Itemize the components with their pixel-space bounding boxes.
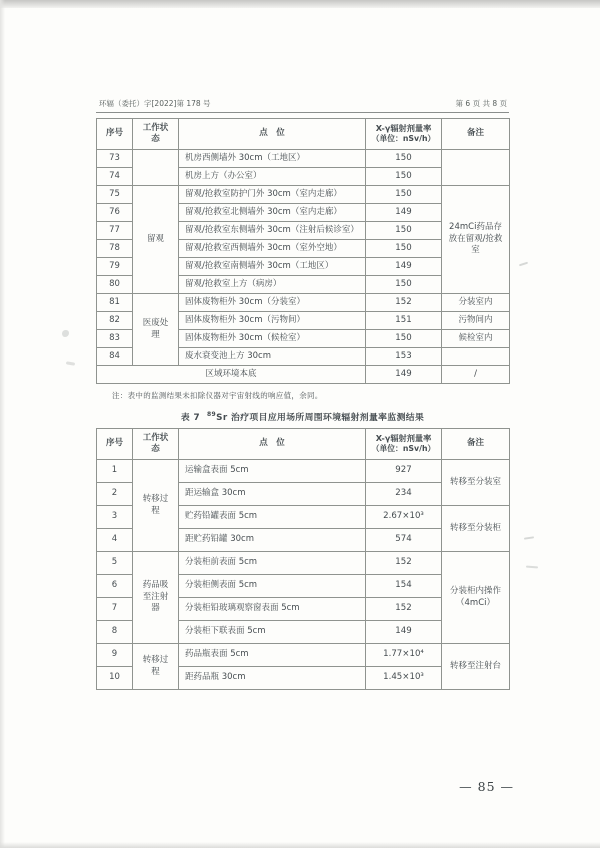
scan-artifact (66, 361, 75, 366)
dose-rate-label: X-γ辐射剂量率 (375, 123, 432, 134)
work-state-cell: 转移过程 (133, 644, 179, 690)
location-cell: 距药品瓶 30cm (179, 667, 366, 690)
row-index-cell: 1 (97, 460, 133, 483)
row-index-cell: 5 (97, 552, 133, 575)
table7-sr89-results (96, 428, 510, 690)
col-header-remark: 备注 (442, 429, 510, 460)
location-cell: 机房上方（办公室） (179, 168, 366, 186)
location-cell: 留观/抢救室北侧墙外 30cm（室内走廊） (179, 204, 366, 222)
row-index-cell: 9 (97, 644, 133, 667)
location-cell: 药品瓶表面 5cm (179, 644, 366, 667)
table-row (97, 644, 510, 667)
dose-rate-unit: （单位：nSv/h） (371, 444, 436, 454)
row-index-cell: 4 (97, 529, 133, 552)
work-state-cell: 转移过程 (133, 460, 179, 552)
document-header (96, 98, 509, 113)
table-row (97, 460, 510, 483)
doc-number: 环辐（委托）字[2022]第 178 号 (99, 99, 211, 108)
background-label-cell: 区域环境本底 (97, 366, 366, 384)
location-cell: 固体废物柜外 30cm（分装室） (179, 294, 366, 312)
page-number: — 85 — (459, 779, 514, 794)
scan-artifact (62, 330, 69, 337)
location-cell: 贮药铅罐表面 5cm (179, 506, 366, 529)
dose-rate-cell: 151 (366, 312, 442, 330)
remark-cell: 污物间内 (442, 312, 510, 330)
remark-cell: 24mCi药品存放在留观/抢救室 (442, 186, 510, 294)
dose-rate-cell: 574 (366, 529, 442, 552)
table7-header-row (97, 429, 510, 460)
location-cell: 分装柜侧表面 5cm (179, 575, 366, 598)
scan-artifact (519, 262, 528, 267)
col-header-remark: 备注 (442, 119, 510, 150)
location-cell: 留观/抢救室南侧墙外 30cm（工地区） (179, 258, 366, 276)
row-index-cell: 79 (97, 258, 133, 276)
table7-title-text: Sr 治疗项目应用场所周围环境辐射剂量率监测结果 (216, 413, 425, 423)
table7-body (97, 429, 510, 690)
location-cell: 分装柜下联表面 5cm (179, 621, 366, 644)
dose-rate-cell: 153 (366, 348, 442, 366)
table-note: 注：表中的监测结果未扣除仪器对宇宙射线的响应值，余同。 (112, 391, 323, 400)
table7-title-prefix: 表 7 (180, 413, 200, 423)
dose-rate-cell: 154 (366, 575, 442, 598)
dose-rate-cell: 150 (366, 330, 442, 348)
scan-artifact (524, 536, 534, 539)
col-header-location: 点 位 (179, 429, 366, 460)
row-index-cell: 77 (97, 222, 133, 240)
col-header-dose-rate (366, 429, 442, 460)
remark-cell: 转移至分装室 (442, 460, 510, 506)
col-header-location: 点 位 (179, 119, 366, 150)
location-cell: 运输盒表面 5cm (179, 460, 366, 483)
remark-cell (442, 348, 510, 366)
row-index-cell: 73 (97, 150, 133, 168)
dose-rate-cell: 149 (366, 366, 442, 384)
dose-rate-cell: 1.77×10⁴ (366, 644, 442, 667)
table7-title (96, 410, 509, 423)
col-header-dose-rate (366, 119, 442, 150)
location-cell: 留观/抢救室上方（病房） (179, 276, 366, 294)
row-index-cell: 83 (97, 330, 133, 348)
location-cell: 机房西侧墙外 30cm（工地区） (179, 150, 366, 168)
work-state-cell: 药品吸至注射器 (133, 552, 179, 644)
col-header-work-state: 工作状态 (133, 429, 179, 460)
remark-cell: 转移至分装柜 (442, 506, 510, 552)
row-index-cell: 6 (97, 575, 133, 598)
row-index-cell: 74 (97, 168, 133, 186)
dose-rate-unit: （单位：nSv/h） (371, 134, 436, 144)
table-row (97, 294, 510, 312)
scan-left-edge (0, 0, 5, 848)
row-index-cell: 84 (97, 348, 133, 366)
scan-top-edge (0, 0, 600, 8)
col-header-index: 序号 (97, 119, 133, 150)
location-cell: 留观/抢救室防护门外 30cm（室内走廊） (179, 186, 366, 204)
table6-monitoring-results (96, 118, 510, 384)
location-cell: 距运输盒 30cm (179, 483, 366, 506)
dose-rate-cell: 150 (366, 186, 442, 204)
scan-artifact (526, 566, 538, 569)
dose-rate-cell: 152 (366, 598, 442, 621)
dose-rate-cell: 152 (366, 552, 442, 575)
remark-cell: 候检室内 (442, 330, 510, 348)
dose-rate-cell: 152 (366, 294, 442, 312)
table-footer-row (97, 366, 510, 384)
work-state-cell: 留观 (133, 186, 179, 294)
location-cell: 固体废物柜外 30cm（污物间） (179, 312, 366, 330)
dose-rate-cell: 2.67×10³ (366, 506, 442, 529)
dose-rate-label: X-γ辐射剂量率 (375, 433, 432, 444)
row-index-cell: 7 (97, 598, 133, 621)
isotope-superscript: 89 (206, 411, 217, 419)
scan-bottom-edge (0, 842, 600, 848)
row-index-cell: 80 (97, 276, 133, 294)
remark-cell (442, 150, 510, 186)
row-index-cell: 3 (97, 506, 133, 529)
row-index-cell: 82 (97, 312, 133, 330)
table6-body (97, 119, 510, 384)
dose-rate-cell: 150 (366, 168, 442, 186)
location-cell: 固体废物柜外 30cm（候检室） (179, 330, 366, 348)
row-index-cell: 2 (97, 483, 133, 506)
work-state-cell (133, 150, 179, 186)
table-row (97, 150, 510, 168)
location-cell: 留观/抢救室东侧墙外 30cm（注射后候诊室） (179, 222, 366, 240)
dose-rate-cell: 150 (366, 150, 442, 168)
dose-rate-cell: 150 (366, 240, 442, 258)
page-indicator: 第 6 页 共 8 页 (455, 99, 507, 108)
row-index-cell: 78 (97, 240, 133, 258)
col-header-index: 序号 (97, 429, 133, 460)
dose-rate-cell: 149 (366, 258, 442, 276)
location-cell: 距贮药铅罐 30cm (179, 529, 366, 552)
row-index-cell: 76 (97, 204, 133, 222)
row-index-cell: 8 (97, 621, 133, 644)
location-cell: 留观/抢救室西侧墙外 30cm（室外空地） (179, 240, 366, 258)
work-state-cell: 医废处理 (133, 294, 179, 366)
remark-cell: / (442, 366, 510, 384)
dose-rate-cell: 149 (366, 621, 442, 644)
table6-header-row (97, 119, 510, 150)
page-content (96, 98, 509, 690)
dose-rate-cell: 150 (366, 276, 442, 294)
table-row (97, 186, 510, 204)
remark-cell: 分装柜内操作（4mCi） (442, 552, 510, 644)
row-index-cell: 10 (97, 667, 133, 690)
location-cell: 分装柜铅玻璃观察窗表面 5cm (179, 598, 366, 621)
remark-cell: 转移至注射台 (442, 644, 510, 690)
location-cell: 废水衰变池上方 30cm (179, 348, 366, 366)
table-row (97, 552, 510, 575)
dose-rate-cell: 150 (366, 222, 442, 240)
dose-rate-cell: 927 (366, 460, 442, 483)
dose-rate-cell: 149 (366, 204, 442, 222)
dose-rate-cell: 1.45×10³ (366, 667, 442, 690)
col-header-work-state: 工作状态 (133, 119, 179, 150)
row-index-cell: 75 (97, 186, 133, 204)
row-index-cell: 81 (97, 294, 133, 312)
location-cell: 分装柜前表面 5cm (179, 552, 366, 575)
remark-cell: 分装室内 (442, 294, 510, 312)
dose-rate-cell: 234 (366, 483, 442, 506)
